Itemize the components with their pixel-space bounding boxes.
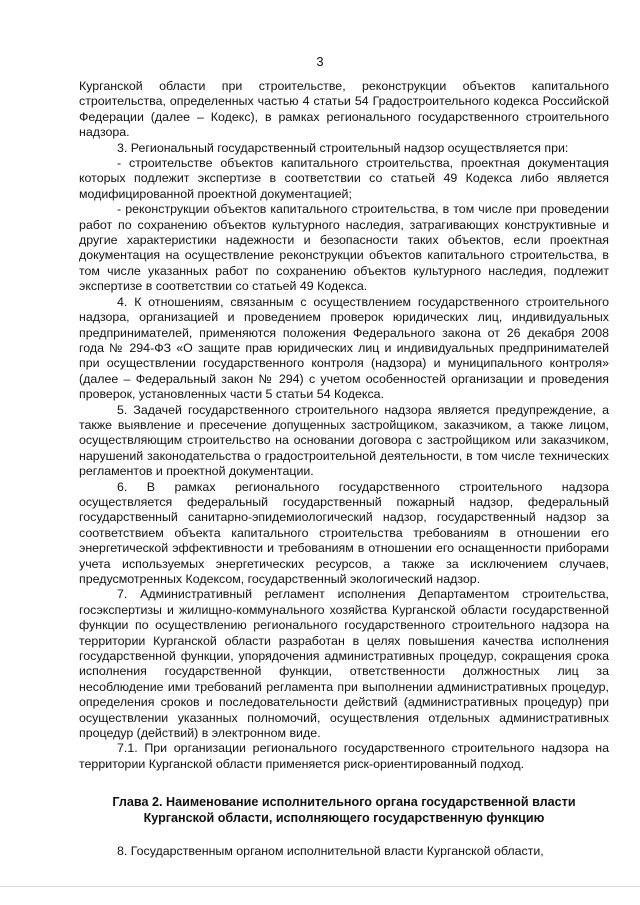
paragraph-intro: Курганской области при строительстве, реконструкции объектов капитального строительства, определенных частью 4 статьи 54 Градостроительного кодекса Российской Федерации (далее – Кодекс), в рамках регионального государственного строительного надзора. (79, 79, 609, 140)
paragraph-6: 6. В рамках регионального государственного строительного надзора осуществляется федеральный государственный пожарный надзор, федеральный государственный санитарно-эпидемиологический надзор, государственный надзор за соответствием объекта капитального строительства требованиям в отношении его энергетической эффективности и требованиям в отношении его оснащенности приборами учета используемых энергетических ресурсов, а также за исключением случаев, предусмотренных Кодексом, государственный экологический надзор. (79, 479, 609, 586)
paragraph-3: 3. Региональный государственный строительный надзор осуществляется при: (117, 140, 569, 155)
chapter-2-heading (79, 794, 609, 826)
document-body (79, 79, 609, 860)
paragraph-7: 7. Административный регламент исполнения Департаментом строительства, госэкспертизы и жилищно-коммунального хозяйства Курганской области государственной функции по осуществлению регионального государственного строительного надзора на территории Курганской области разработан в целях повышения качества исполнения государственной функции, упорядочения административных процедур, сокращения срока исполнения государственной функции, ответственности должностных лиц за несоблюдение ими требований регламента при выполнении административных процедур, определения сроков и последовательности действий (административных процедур) при осуществлении указанных полномочий, осуществления отдельных административных процедур (действий) в электронном виде. (79, 587, 609, 741)
paragraph-5: 5. Задачей государственного строительного надзора является предупреждение, а также выявление и пресечение допущенных застройщиком, заказчиком, а также лицом, осуществляющим строительство на основании договора с застройщиком или заказчиком, нарушений законодательства о градостроительной деятельности, в том числе технических регламентов и проектной документации. (79, 402, 609, 479)
chapter-heading-line-2: Курганской области, исполняющего государственную функцию (143, 811, 545, 826)
paragraph-3-item-reconstruction: - реконструкции объектов капитального строительства, в том числе при проведении работ по сохранению объектов культурного наследия, затрагивающих конструктивные и другие характеристики надежности и безопасности таких объектов, если проектная документация на осуществление реконструкции объектов капитального строительства, в том числе указанных работ по сохранению объектов культурного наследия, подлежит экспертизе в соответствии со статьей 49 Кодекса. (79, 202, 609, 294)
paragraph-4: 4. К отношениям, связанным с осуществлением государственного строительного надзора, организацией и проведением проверок юридических лиц, индивидуальных предпринимателей, применяются положения Федерального закона от 26 декабря 2008 года № 294-ФЗ «О защите прав юридических лиц и индивидуальных предпринимателей при осуществлении государственного контроля (надзора) и муниципального контроля» (далее – Федеральный закон № 294) с учетом особенностей организации и проведения проверок, установленных части 5 статьи 54 Кодекса. (79, 294, 609, 402)
paragraph-7-1: 7.1. При организации регионального государственного строительного надзора на территории Курганской области применяется риск-ориентированный подход. (79, 741, 609, 771)
chapter-heading-line-1: Глава 2. Наименование исполнительного органа государственной власти (112, 795, 576, 810)
paragraph-8: 8. Государственным органом исполнительной власти Курганской области, (117, 844, 544, 859)
page-bottom-edge (0, 886, 640, 887)
paragraph-3-item-construction: - строительстве объектов капитального строительства, проектная документация которых подлежит экспертизе в соответствии со статьей 49 Кодекса либо является модифицированной проектной документацией; (79, 156, 609, 201)
page-number: 3 (316, 54, 324, 69)
